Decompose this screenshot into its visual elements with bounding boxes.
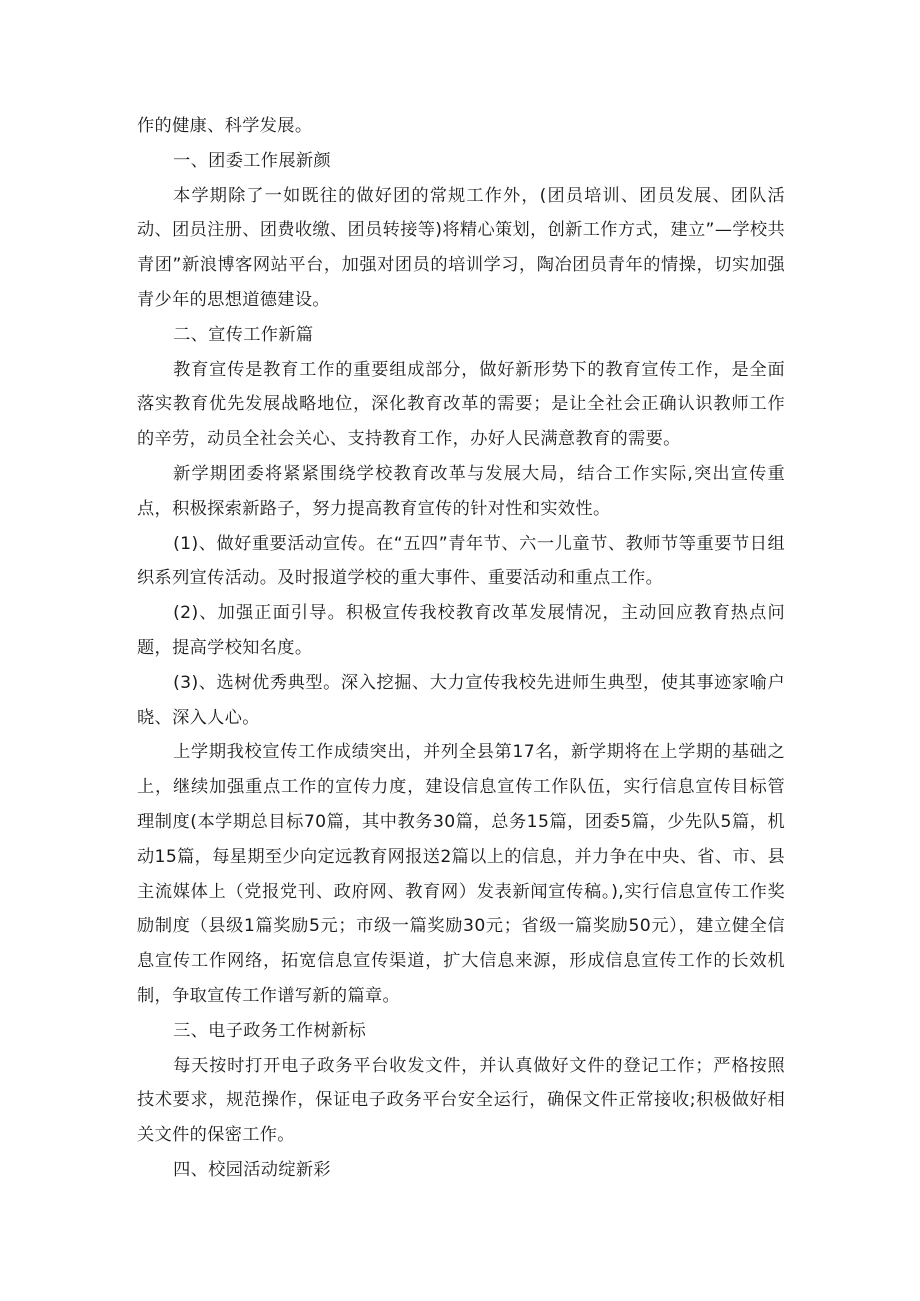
paragraph: 上学期我校宣传工作成绩突出，并列全县第17名，新学期将在上学期的基础之上，继续加强重点工作的宣传力度，建设信息宣传工作队伍，实行信息宣传目标管理制度(本学期总目标70篇，其中教务30篇，总务15篇，团委5篇，少先队5篇，机动15篇，每星期至少向定远教育网报送2篇以上的信息，并力争在中央、省、市、县主流媒体上（党报党刊、政府网、教育网）发表新闻宣传稿。),实行信息宣传工作奖励制度（县级1篇奖励5元；市级一篇奖励30元；省级一篇奖励50元），建立健全信息宣传工作网络，拓宽信息宣传渠道，扩大信息来源，形成信息宣传工作的长效机制，争取宣传工作谱写新的篇章。 xyxy=(137,742,785,1006)
paragraph: 每天按时打开电子政务平台收发文件，并认真做好文件的登记工作；严格按照技术要求，规范操作，保证电子政务平台安全运行，确保文件正常接收;积极做好相关文件的保密工作。 xyxy=(137,1055,785,1146)
document-body xyxy=(137,109,785,1188)
paragraph: 本学期除了一如既往的做好团的常规工作外，(团员培训、团员发展、团队活动、团员注册、团费收缴、团员转接等)将精心策划，创新工作方式，建立”—学校共青团”新浪博客网站平台，加强对团员的培训学习，陶冶团员青年的情操，切实加强青少年的思想道德建设。 xyxy=(137,185,785,310)
section-heading-3: 三、电子政务工作树新标 xyxy=(173,1020,367,1041)
section-heading-1: 一、团委工作展新颜 xyxy=(173,150,331,171)
list-paragraph-3: (3)、选树优秀典型。深入挖掘、大力宣传我校先进师生典型，使其事迹家喻户晓、深入人心。 xyxy=(137,672,785,728)
list-paragraph-1: (1)、做好重要活动宣传。在“五四”青年节、六一儿童节、教师节等重要节日组织系列宣传活动。及时报道学校的重大事件、重要活动和重点工作。 xyxy=(137,533,785,589)
list-paragraph-2: (2)、加强正面引导。积极宣传我校教育改革发展情况，主动回应教育热点问题，提高学校知名度。 xyxy=(137,603,785,658)
paragraph: 教育宣传是教育工作的重要组成部分，做好新形势下的教育宣传工作，是全面落实教育优先发展战略地位，深化教育改革的需要；是让全社会正确认识教师工作的辛劳，动员全社会关心、支持教育工作，办好人民满意教育的需要。 xyxy=(137,359,785,450)
paragraph: 新学期团委将紧紧围绕学校教育改革与发展大局，结合工作实际,突出宣传重点，积极探索新路子，努力提高教育宣传的针对性和实效性。 xyxy=(137,463,785,519)
section-heading-4: 四、校园活动绽新彩 xyxy=(173,1159,331,1180)
section-heading-2: 二、宣传工作新篇 xyxy=(173,324,314,345)
paragraph-continuation: 作的健康、科学发展。 xyxy=(137,116,313,136)
